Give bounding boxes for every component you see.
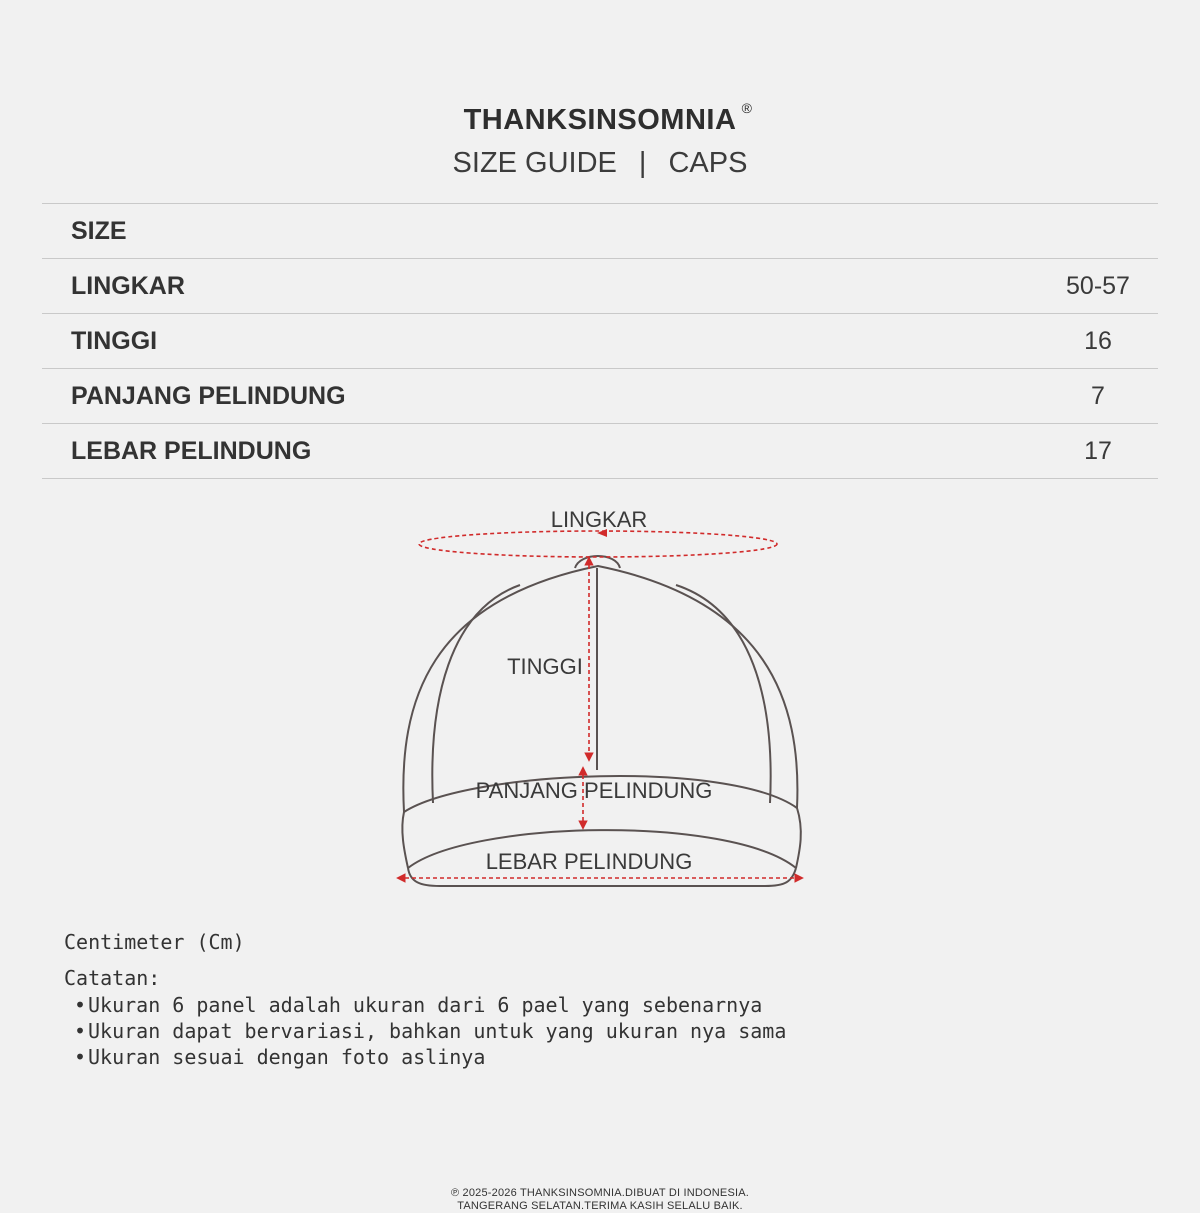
measurement-labels	[476, 507, 713, 874]
footer-line-2: TANGERANG SELATAN.TERIMA KASIH SELALU BAIK.	[457, 1200, 743, 1212]
table-row	[42, 369, 1158, 424]
row-value	[1038, 204, 1158, 259]
row-label: LINGKAR	[71, 271, 185, 300]
product-category: CAPS	[668, 147, 748, 179]
cap-diagram	[0, 490, 1200, 900]
brand-name	[463, 100, 753, 137]
cap-brim-left	[402, 812, 408, 868]
row-label: LEBAR PELINDUNG	[71, 436, 312, 465]
tinggi-label: TINGGI	[507, 654, 583, 679]
table-row	[42, 259, 1158, 314]
list-item: • Ukuran dapat bervariasi, bahkan untuk yang ukuran nya sama	[64, 1018, 786, 1044]
footer-line-1: ℗ 2025-2026 THANKSINSOMNIA.DIBUAT DI INDONESIA.	[450, 1187, 750, 1199]
row-value: 7	[1091, 381, 1105, 410]
cap-crown	[403, 566, 797, 812]
footer	[0, 1187, 1200, 1213]
brand-text: THANKSINSOMNIA	[463, 104, 737, 136]
registered-mark: ®	[741, 100, 753, 116]
table-row	[42, 204, 1158, 259]
title-separator: |	[638, 147, 647, 179]
row-value: 50-57	[1066, 271, 1130, 300]
row-value: 17	[1084, 436, 1112, 465]
cap-outline	[402, 556, 800, 886]
row-label: TINGGI	[71, 326, 158, 355]
unit-note: Centimeter (Cm)	[64, 930, 245, 954]
page-subtitle	[0, 147, 1200, 180]
notes-heading: Catatan:	[64, 966, 161, 990]
row-label: PANJANG PELINDUNG	[71, 381, 346, 410]
list-item: • Ukuran 6 panel adalah ukuran dari 6 pael yang sebenarnya	[64, 992, 786, 1018]
table-row	[42, 314, 1158, 369]
lingkar-measure-line	[419, 531, 777, 557]
guide-title: SIZE GUIDE	[452, 147, 617, 179]
notes-list	[64, 992, 786, 1070]
lebar-pelindung-label: LEBAR PELINDUNG	[485, 849, 693, 874]
table-row	[42, 424, 1158, 479]
row-label: SIZE	[71, 216, 127, 245]
list-item: • Ukuran sesuai dengan foto aslinya	[64, 1044, 786, 1070]
panjang-pelindung-label: PANJANG PELINDUNG	[475, 778, 713, 803]
notes-section	[64, 930, 786, 1070]
lingkar-label: LINGKAR	[550, 507, 648, 532]
size-table	[42, 203, 1158, 479]
cap-brim-right	[796, 808, 801, 868]
row-value: 16	[1084, 326, 1112, 355]
header	[0, 100, 1200, 180]
measurement-lines	[398, 531, 802, 878]
